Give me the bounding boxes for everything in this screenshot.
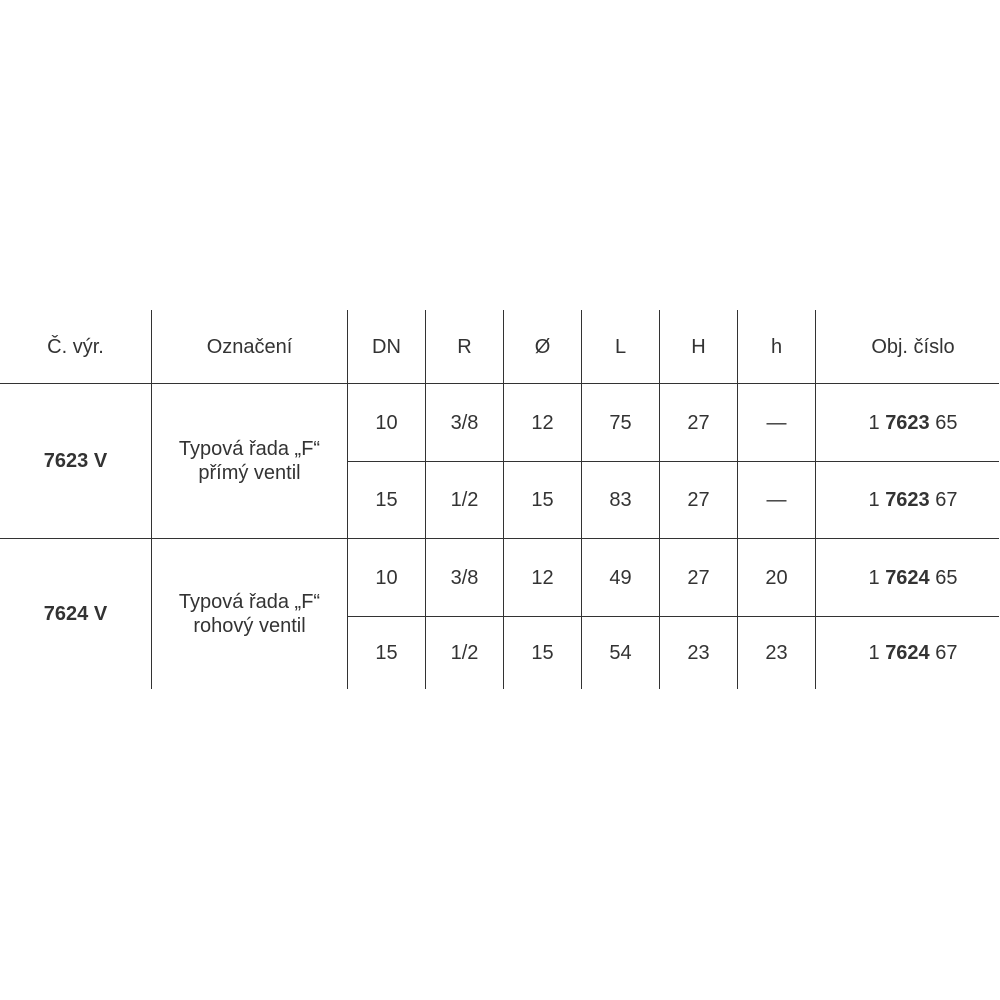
g1r1-l: 75	[609, 411, 632, 434]
g2r2-H: 23	[687, 642, 710, 664]
header-h: h	[770, 335, 783, 358]
header-order-no: Obj. číslo	[871, 335, 955, 358]
group1-designation-line1: Typová řada „F“	[178, 438, 321, 460]
group1-designation-line2: přímý ventil	[198, 462, 301, 484]
g1r2-diameter: 15	[531, 489, 554, 511]
g1r2-dn: 15	[375, 489, 398, 511]
header-dn: DN	[372, 335, 401, 358]
g2r1-h: 20	[765, 566, 788, 589]
g2r2-dn: 15	[375, 642, 398, 664]
g2r2-r: 1/2	[450, 642, 479, 664]
order-prefix: 1	[868, 411, 880, 434]
g1r2-h: —	[766, 489, 787, 511]
g2r1-r: 3/8	[450, 566, 479, 589]
order-suffix: 65	[935, 411, 958, 434]
order-prefix: 1	[868, 489, 880, 511]
header-designation: Označení	[206, 335, 293, 358]
g1r1-dn: 10	[375, 411, 398, 434]
header-H: H	[691, 335, 706, 358]
order-bold: 7624	[885, 566, 930, 589]
g1r2-r: 1/2	[450, 489, 479, 511]
g2r1-diameter: 12	[531, 566, 554, 589]
order-prefix: 1	[868, 642, 880, 664]
header-l: L	[614, 335, 627, 358]
header-diameter: Ø	[534, 335, 551, 358]
g2r1-l: 49	[609, 566, 632, 589]
group1-designation	[152, 384, 347, 538]
g2r2-h: 23	[765, 642, 788, 664]
product-table	[0, 310, 999, 689]
g1r2-order-no	[816, 462, 1000, 538]
order-suffix: 65	[935, 566, 958, 589]
order-bold: 7623	[885, 411, 930, 434]
g1r1-r: 3/8	[450, 411, 479, 434]
group1-article: 7623 V	[43, 450, 108, 472]
g2r1-dn: 10	[375, 566, 398, 589]
group2-designation-line2: rohový ventil	[193, 615, 306, 637]
g2r2-l: 54	[609, 642, 632, 664]
g1r1-order-no	[816, 384, 1000, 461]
order-bold: 7624	[885, 642, 930, 664]
order-suffix: 67	[935, 642, 958, 664]
order-bold: 7623	[885, 489, 930, 511]
g2r1-H: 27	[687, 566, 710, 589]
g2r2-order-no	[816, 617, 1000, 689]
g1r1-diameter: 12	[531, 411, 554, 434]
order-prefix: 1	[868, 566, 880, 589]
header-r: R	[457, 335, 472, 358]
g2r1-order-no	[816, 539, 1000, 616]
order-suffix: 67	[935, 489, 958, 511]
g1r1-H: 27	[687, 411, 710, 434]
g1r2-H: 27	[687, 489, 710, 511]
group2-article: 7624 V	[43, 603, 108, 625]
g1r2-l: 83	[609, 489, 632, 511]
g1r1-h: —	[766, 411, 787, 434]
group2-designation	[152, 539, 347, 689]
g2r2-diameter: 15	[531, 642, 554, 664]
header-article-no: Č. výr.	[47, 335, 104, 358]
group2-designation-line1: Typová řada „F“	[178, 591, 321, 613]
